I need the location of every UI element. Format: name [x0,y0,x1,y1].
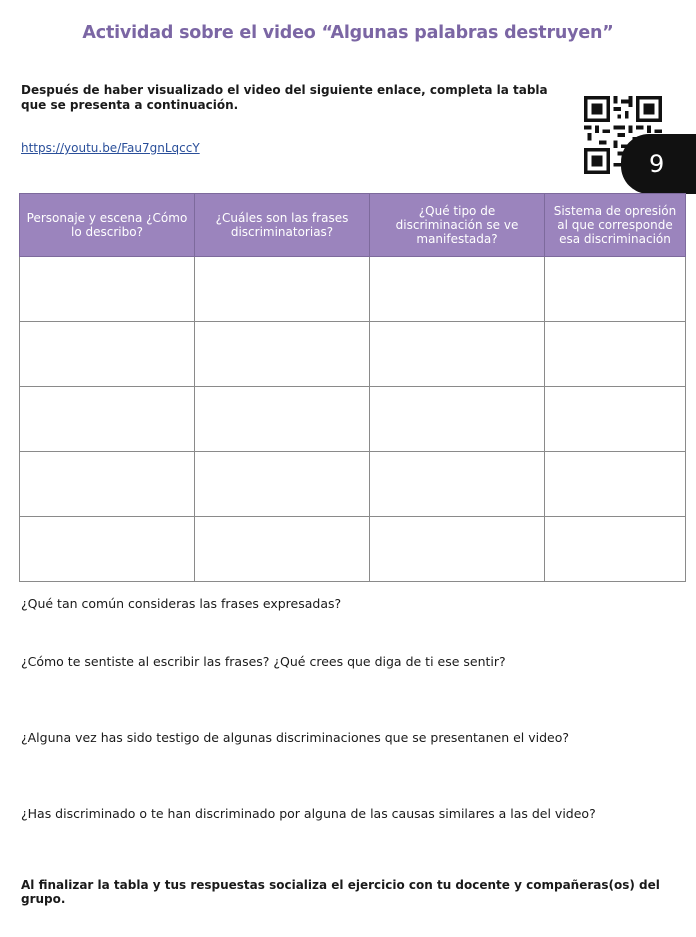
table-cell[interactable] [20,257,195,322]
instructions: Después de haber visualizado el video del siguiente enlace, completa la tabla que se presenta a continuación. [21,83,548,112]
video-link[interactable]: https://youtu.be/Fau7gnLqccY [21,141,200,155]
table-cell[interactable] [195,517,370,582]
table-cell[interactable] [370,517,545,582]
table-cell[interactable] [545,322,686,387]
table-cell[interactable] [195,322,370,387]
table-cell[interactable] [20,387,195,452]
table-row [20,452,686,517]
table-row [20,387,686,452]
table-cell[interactable] [20,452,195,517]
column-header: Personaje y escena ¿Cómo lo describo? [20,194,195,257]
table-cell[interactable] [195,452,370,517]
table-cell[interactable] [545,452,686,517]
table-header-row [20,194,686,257]
table-row [20,322,686,387]
question-4: ¿Has discriminado o te han discriminado por alguna de las causas similares a las del video? [21,806,596,821]
table-cell[interactable] [370,322,545,387]
column-header: ¿Cuáles son las frases discriminatorias? [195,194,370,257]
question-1: ¿Qué tan común consideras las frases expresadas? [21,596,342,611]
column-header: ¿Qué tipo de discriminación se ve manifestada? [370,194,545,257]
table-cell[interactable] [195,387,370,452]
question-3: ¿Alguna vez has sido testigo de algunas discriminaciones que se presentanen el video? [21,730,570,745]
table-cell[interactable] [370,257,545,322]
table-row [20,257,686,322]
page-number-badge [621,134,696,194]
table-cell[interactable] [370,452,545,517]
column-header: Sistema de opresión al que corresponde esa discriminación [545,194,686,257]
table-cell[interactable] [370,387,545,452]
closing-instructions: Al finalizar la tabla y tus respuestas socializa el ejercicio con tu docente y compañeras(os) del grupo. [21,878,660,906]
page-number: 9 [649,150,665,178]
question-2: ¿Cómo te sentiste al escribir las frases? ¿Qué crees que diga de ti ese sentir? [21,654,506,669]
activity-table [19,193,686,582]
table-cell[interactable] [195,257,370,322]
table-cell[interactable] [545,387,686,452]
table-cell[interactable] [20,322,195,387]
table-row [20,517,686,582]
table-cell[interactable] [545,517,686,582]
table-cell[interactable] [545,257,686,322]
table-cell[interactable] [20,517,195,582]
page-title: Actividad sobre el video “Algunas palabras destruyen” [82,23,614,43]
